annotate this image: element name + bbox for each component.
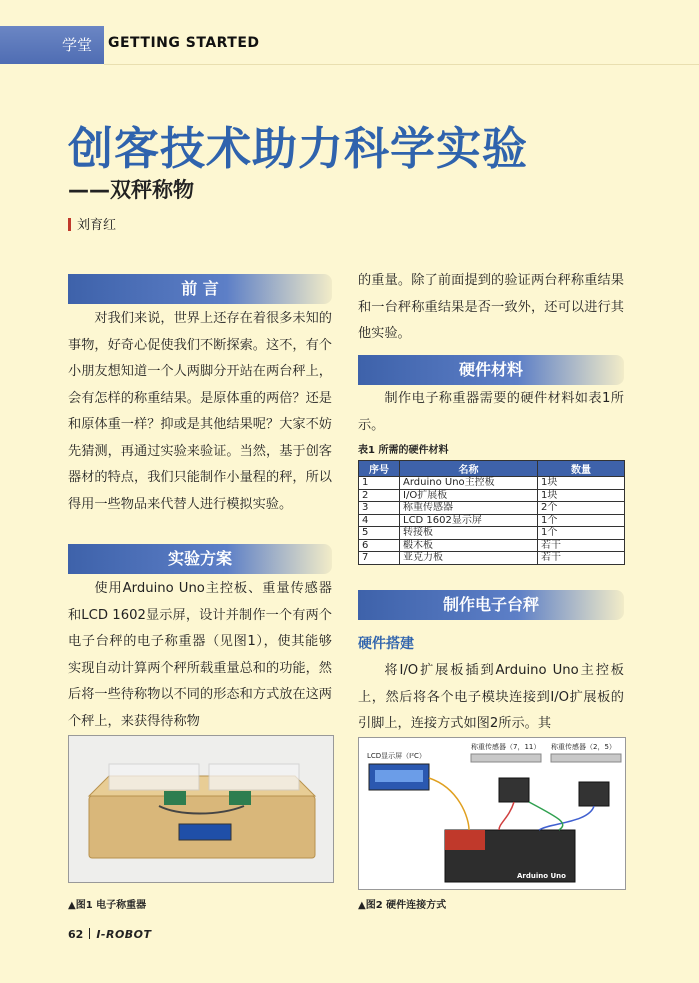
table-cell: 1块 xyxy=(538,489,625,502)
page-footer xyxy=(68,928,152,941)
table-cell: 1块 xyxy=(538,477,625,490)
section-heading-build: 制作电子台秤 xyxy=(358,590,624,620)
table-row xyxy=(359,489,625,502)
table-cell: 若干 xyxy=(538,552,625,565)
subheading-hardware-build: 硬件搭建 xyxy=(358,636,414,652)
table-cell: 7 xyxy=(359,552,400,565)
plan-cont-text: 的重量。除了前面提到的验证两台秤称重结果和一台秤称重结果是否一致外，还可以进行其他实验。 xyxy=(358,273,624,341)
author: 刘育红 xyxy=(68,214,116,233)
section-heading-materials: 硬件材料 xyxy=(358,355,624,385)
table-cell: 3 xyxy=(359,502,400,515)
table-row xyxy=(359,477,625,490)
table-header: 名称 xyxy=(400,461,538,477)
materials-table xyxy=(358,460,625,565)
table-cell: 2个 xyxy=(538,502,625,515)
table-cell: 6 xyxy=(359,539,400,552)
table-cell: 4 xyxy=(359,514,400,527)
table-cell: I/O扩展板 xyxy=(400,489,538,502)
figure-2-caption: ▲图2 硬件连接方式 xyxy=(358,900,447,911)
table-row xyxy=(359,514,625,527)
figure-2-wiring-diagram xyxy=(358,737,626,890)
table-cell: LCD 1602显示屏 xyxy=(400,514,538,527)
paragraph-preface xyxy=(68,306,332,518)
table-cell: 2 xyxy=(359,489,400,502)
scale-photo-illustration xyxy=(69,736,333,882)
paragraph-materials xyxy=(358,386,624,439)
table-cell: 5 xyxy=(359,527,400,540)
table-cell: 1个 xyxy=(538,514,625,527)
paragraph-plan-continued xyxy=(358,268,624,348)
table-row xyxy=(359,502,625,515)
section-tab xyxy=(0,26,104,64)
table-cell: 1个 xyxy=(538,527,625,540)
table-row xyxy=(359,552,625,565)
build-text: 将I/O扩展板插到Arduino Uno主控板上，然后将各个电子模块连接到I/O扩展板的引脚上，连接方式如图2所示。其 xyxy=(358,663,624,731)
table-cell: Arduino Uno主控板 xyxy=(400,477,538,490)
table-cell: 1 xyxy=(359,477,400,490)
table-cell: 转接板 xyxy=(400,527,538,540)
sensor-b-label: 称重传感器（2，5） xyxy=(551,743,616,751)
header-label: GETTING STARTED xyxy=(108,35,260,51)
section-heading-preface: 前 言 xyxy=(68,274,332,304)
footer-divider xyxy=(89,928,90,939)
paragraph-build xyxy=(358,658,624,738)
section-tab-label: 学堂 xyxy=(62,36,93,54)
lcd-label: LCD显示屏（I²C） xyxy=(367,752,426,760)
table-cell: 若干 xyxy=(538,539,625,552)
table-row xyxy=(359,527,625,540)
table-header: 数量 xyxy=(538,461,625,477)
article-subtitle: ——双秤称物 xyxy=(68,178,194,202)
table-header: 序号 xyxy=(359,461,400,477)
board-label: Arduino Uno xyxy=(517,872,566,880)
sensor-a-label: 称重传感器（7，11） xyxy=(471,743,541,751)
table-row xyxy=(359,539,625,552)
magazine-brand: I-ROBOT xyxy=(96,928,152,941)
page-number: 62 xyxy=(68,928,84,941)
table-cell: 椴木板 xyxy=(400,539,538,552)
table-caption: 表1 所需的硬件材料 xyxy=(358,445,449,456)
materials-text: 制作电子称重器需要的硬件材料如表1所示。 xyxy=(358,391,624,433)
table-header-row xyxy=(359,461,625,477)
section-heading-plan: 实验方案 xyxy=(68,544,332,574)
table-cell: 称重传感器 xyxy=(400,502,538,515)
figure-1-photo xyxy=(68,735,334,883)
wiring-diagram-illustration xyxy=(359,738,625,889)
figure-1-caption: ▲图1 电子称重器 xyxy=(68,900,147,911)
preface-text: 对我们来说，世界上还存在着很多未知的事物，好奇心促使我们不断探索。这不，有个小朋友想知道一个人两脚分开站在两台秤上，会有怎样的称重结果。是原体重的两倍？还是和原体重一样？抑或是其他结果呢？大家不妨先猜测，再通过实验来验证。当然，基于创客器材的特点，我们只能制作小量程的秤，所以得用一些物品来代替人进行模拟实验。 xyxy=(68,311,332,512)
paragraph-plan xyxy=(68,576,332,735)
article-title: 创客技术助力科学实验 xyxy=(68,122,529,175)
plan-text: 使用Arduino Uno主控板、重量传感器和LCD 1602显示屏，设计并制作一个有两个电子台秤的电子称重器（见图1），使其能够实现自动计算两个秤所载重量总和的功能，然后将一些待称物以不同的形态和方式放在这两个秤上，来获得待称物 xyxy=(68,581,332,729)
table-cell: 亚克力板 xyxy=(400,552,538,565)
